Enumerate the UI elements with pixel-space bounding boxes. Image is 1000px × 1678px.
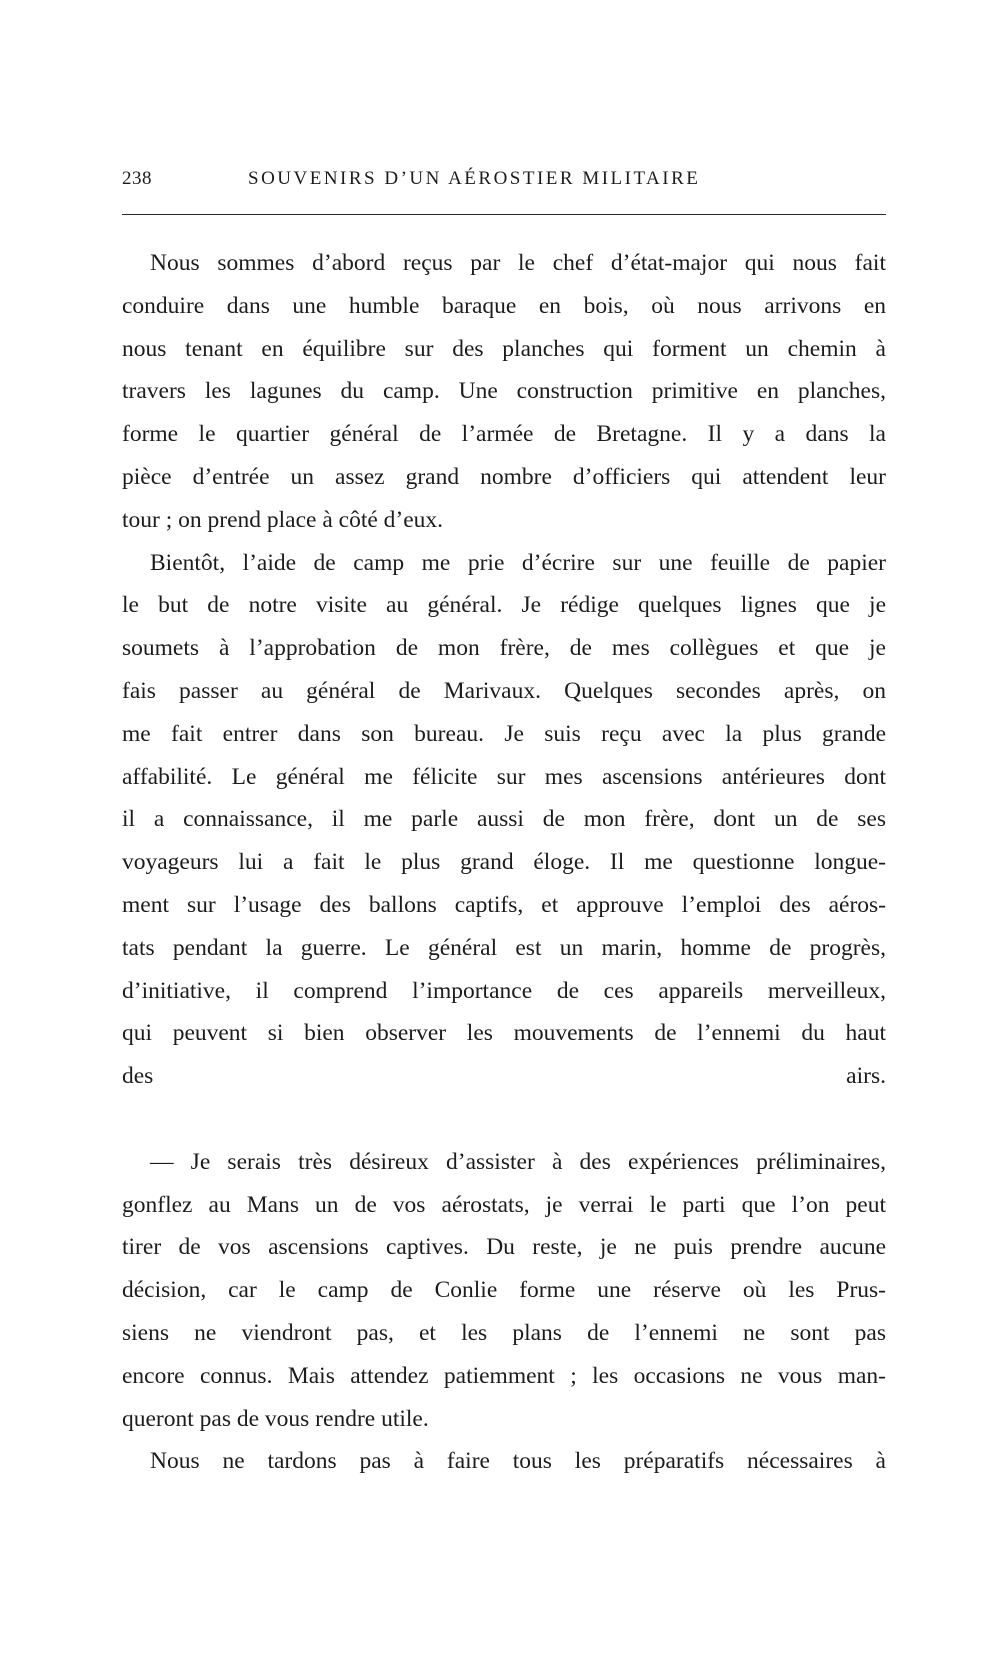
text-line: conduire dans une humble baraque en bois, où nous arrivons en [122,292,886,319]
text-line: tats pendant la guerre. Le général est un marin, homme de progrès, [122,934,886,961]
text-line: Nous ne tardons pas à faire tous les préparatifs nécessaires à [150,1448,886,1475]
text-line: voyageurs lui a fait le plus grand éloge. Il me questionne longue- [122,849,886,876]
text-line: des airs. [122,1063,886,1090]
paragraph-2 [122,542,886,1141]
text-line: qui peuvent si bien observer les mouvements de l’ennemi du haut [122,1020,886,1047]
paragraph-1 [122,242,886,542]
text-line: décision, car le camp de Conlie forme une réserve où les Prus- [122,1277,886,1304]
text-line: pièce d’entrée un assez grand nombre d’officiers qui attendent leur [122,463,886,490]
text-line: me fait entrer dans son bureau. Je suis reçu avec la plus grande [122,720,886,747]
text-line: Bientôt, l’aide de camp me prie d’écrire sur une feuille de papier [150,549,886,576]
paragraph-3 [122,1141,886,1441]
text-line: Nous sommes d’abord reçus par le chef d’état-major qui nous fait [150,250,886,276]
body-text [122,242,886,1483]
header-rule [122,214,886,215]
text-line: affabilité. Le général me félicite sur mes ascensions antérieures dont [122,763,886,790]
text-line: tirer de vos ascensions captives. Du reste, je ne puis prendre aucune [122,1234,886,1261]
text-line: soumets à l’approbation de mon frère, de mes collègues et que je [122,635,886,662]
text-line: fais passer au général de Marivaux. Quelques secondes après, on [122,677,886,704]
text-line: tour ; on prend place à côté d’eux. [122,506,444,533]
text-line: forme le quartier général de l’armée de Bretagne. Il y a dans la [122,421,886,448]
running-title: SOUVENIRS D’UN AÉROSTIER MILITAIRE [248,168,701,189]
text-line: d’initiative, il comprend l’importance de ces appareils merveilleux, [122,977,886,1004]
text-line: — Je serais très désireux d’assister à des expériences préliminaires, [150,1148,886,1175]
text-line: siens ne viendront pas, et les plans de l’ennemi ne sont pas [122,1319,886,1346]
text-line: gonflez au Mans un de vos aérostats, je verrai le parti que l’on peut [122,1191,886,1218]
page-number: 238 [122,168,152,189]
text-line: il a connaissance, il me parle aussi de mon frère, dont un de ses [122,806,886,833]
running-head [122,168,884,200]
text-line: le but de notre visite au général. Je rédige quelques lignes que je [122,592,886,619]
text-line: ment sur l’usage des ballons captifs, et approuve l’emploi des aéros- [122,891,886,918]
text-line [122,1098,886,1141]
paragraph-4 [122,1440,886,1483]
text-line: nous tenant en équilibre sur des planches qui forment un chemin à [122,335,886,362]
text-line: queront pas de vous rendre utile. [122,1405,429,1432]
text-line: travers les lagunes du camp. Une construction primitive en planches, [122,378,886,405]
text-line: encore connus. Mais attendez patiemment ; les occasions ne vous man- [122,1362,886,1389]
